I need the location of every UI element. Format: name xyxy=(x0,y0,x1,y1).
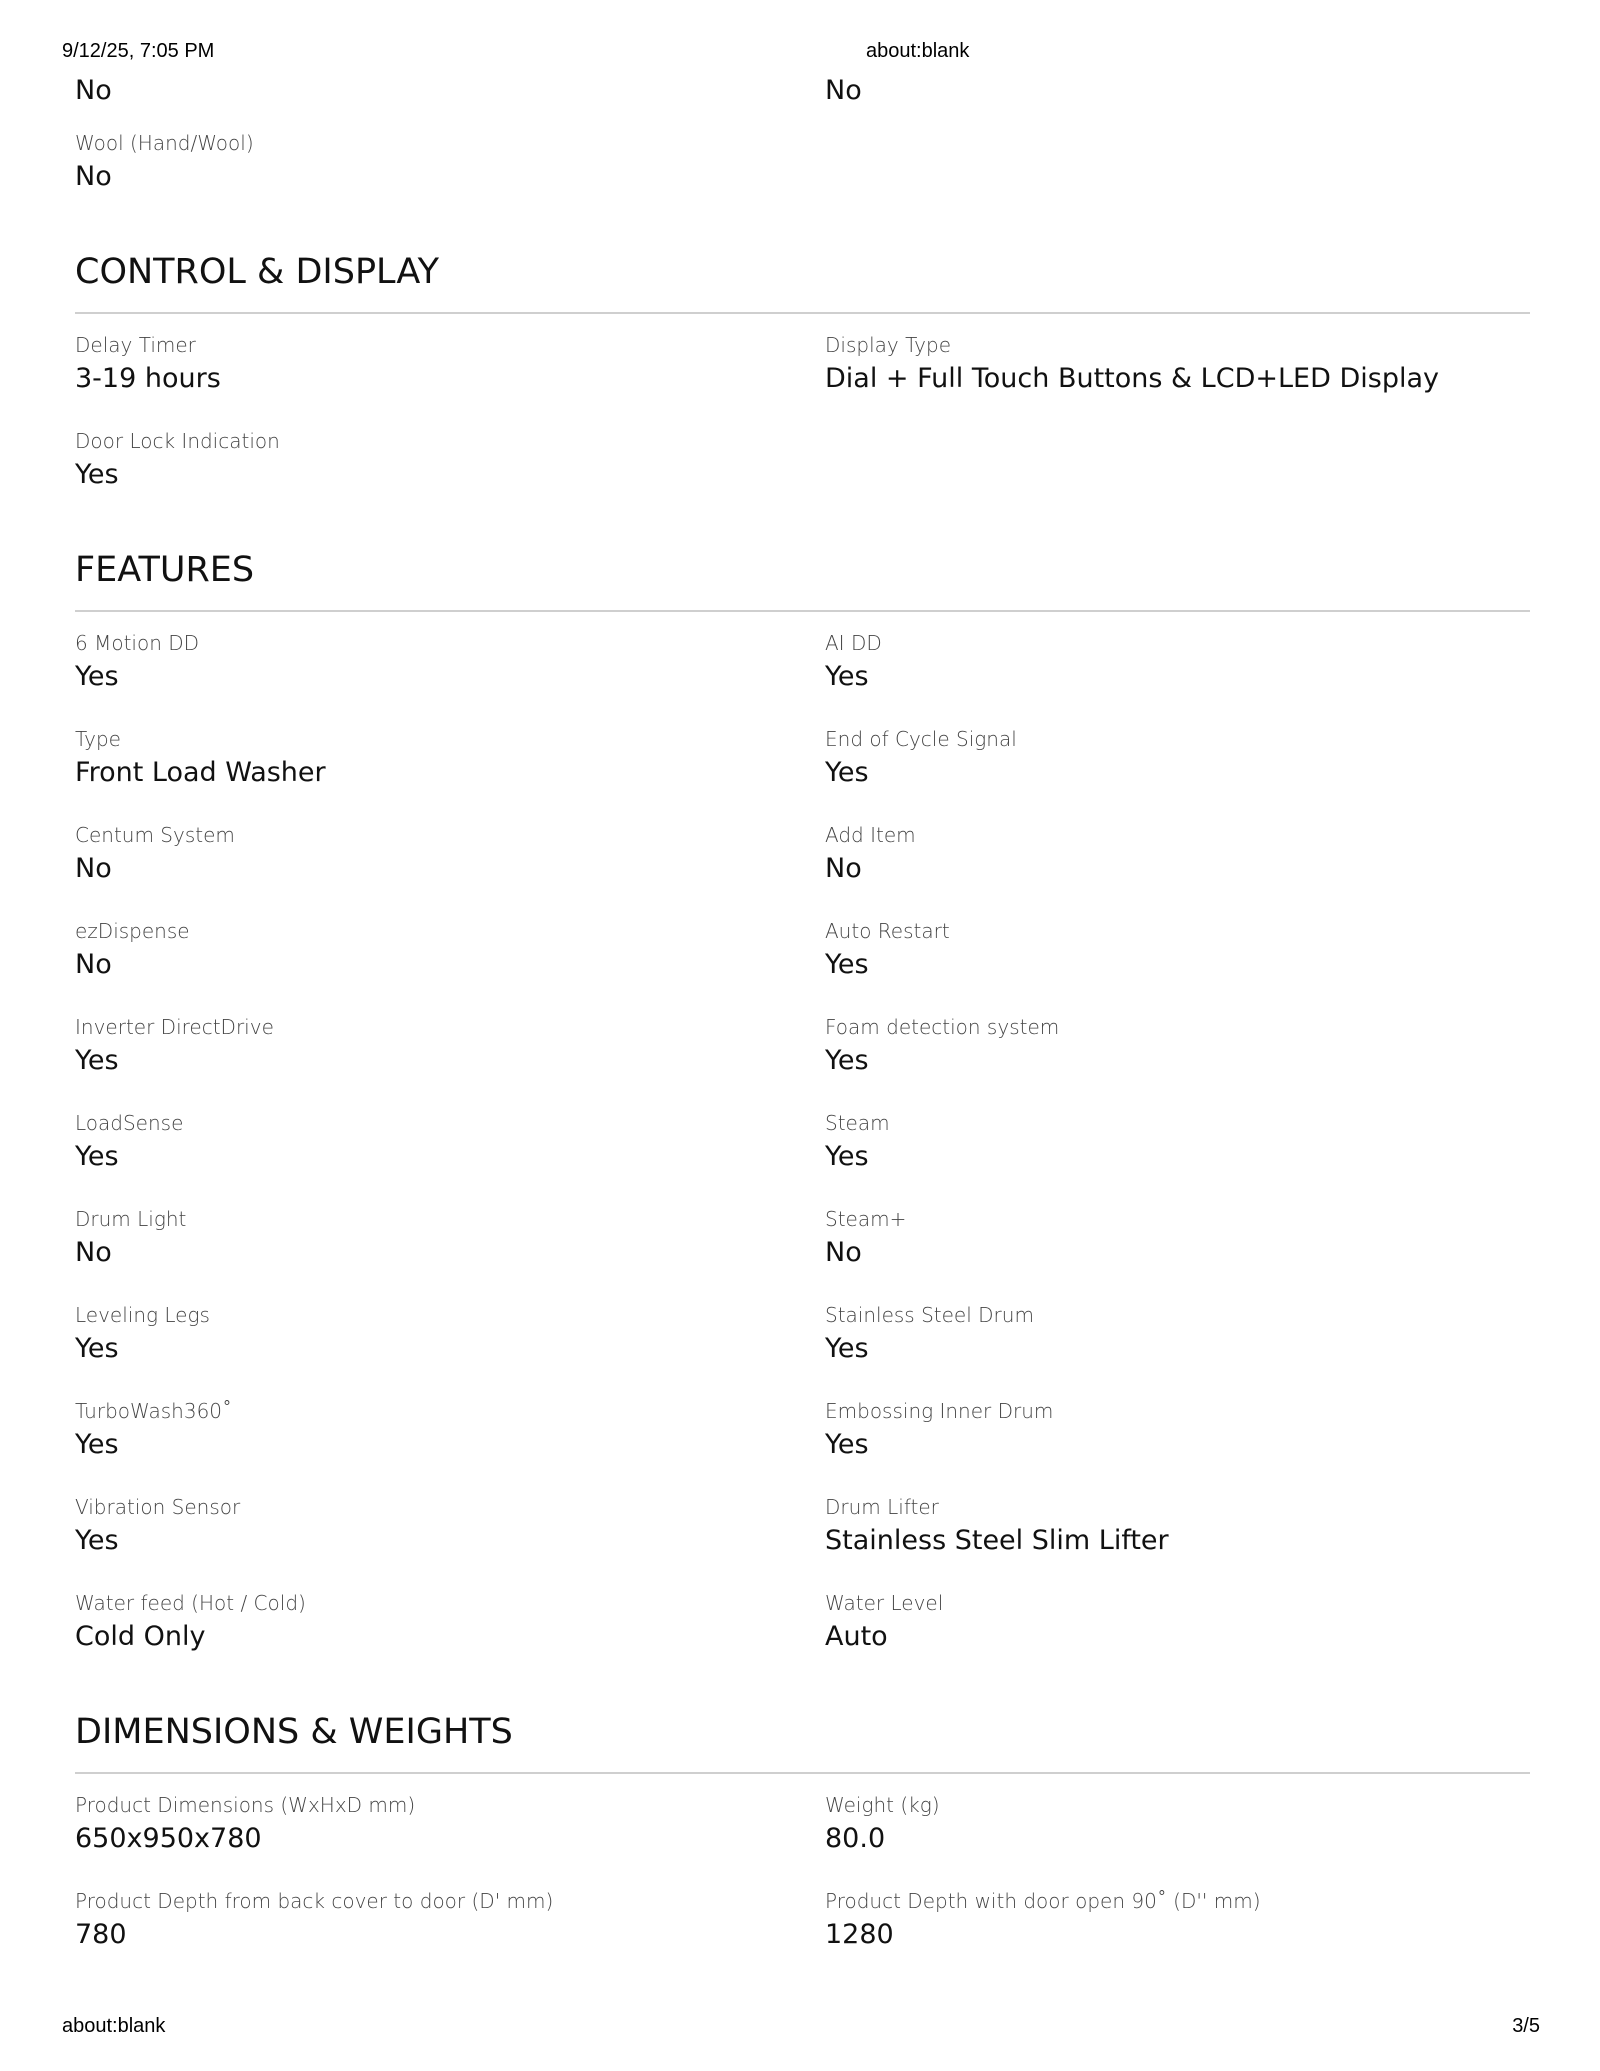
spec-value: No xyxy=(825,853,862,884)
spec-item xyxy=(75,1012,825,1108)
spec-item xyxy=(825,724,1530,820)
spec-grid xyxy=(75,330,1530,522)
section-title: FEATURES xyxy=(75,540,1530,612)
spec-item xyxy=(825,72,1530,128)
spec-item xyxy=(75,72,825,128)
spec-label: Embossing Inner Drum xyxy=(825,1399,1054,1423)
print-date: 9/12/25, 7:05 PM xyxy=(62,40,215,62)
section-control-display xyxy=(75,242,1530,522)
spec-item xyxy=(75,916,825,1012)
spec-label: Centum System xyxy=(75,823,235,847)
spec-item xyxy=(75,426,825,522)
spec-item xyxy=(75,628,825,724)
spec-label: ezDispense xyxy=(75,919,190,943)
spec-value: Yes xyxy=(825,1045,869,1076)
spec-label: Product Depth with door open 90˚ (D'' mm) xyxy=(825,1889,1261,1913)
spec-item xyxy=(825,1012,1530,1108)
spec-value: Yes xyxy=(825,1333,869,1364)
spec-content xyxy=(75,72,1530,1982)
spec-item xyxy=(825,1108,1530,1204)
spec-value: Yes xyxy=(825,949,869,980)
spec-label: Water feed (Hot / Cold) xyxy=(75,1591,306,1615)
spec-value: Yes xyxy=(75,1429,119,1460)
spec-value: Yes xyxy=(75,661,119,692)
spec-value: Stainless Steel Slim Lifter xyxy=(825,1525,1169,1556)
spec-label: Product Depth from back cover to door (D' mm) xyxy=(75,1889,554,1913)
spec-label: Display Type xyxy=(825,333,952,357)
spec-label: Foam detection system xyxy=(825,1015,1060,1039)
spec-value: Yes xyxy=(75,1525,119,1556)
spec-value: Front Load Washer xyxy=(75,757,326,788)
spec-label: AI DD xyxy=(825,631,882,655)
spec-label: Leveling Legs xyxy=(75,1303,210,1327)
spec-value: 80.0 xyxy=(825,1823,886,1854)
spec-item xyxy=(75,128,825,224)
spec-label: Drum Lifter xyxy=(825,1495,939,1519)
spec-item xyxy=(75,1300,825,1396)
spec-label: Vibration Sensor xyxy=(75,1495,241,1519)
spec-label: Add Item xyxy=(825,823,916,847)
spec-value: Cold Only xyxy=(75,1621,206,1652)
spec-value: 3-19 hours xyxy=(75,363,221,394)
spec-value: Dial + Full Touch Buttons & LCD+LED Display xyxy=(825,363,1439,394)
spec-value: No xyxy=(75,161,112,192)
spec-item xyxy=(75,1108,825,1204)
print-title: about:blank xyxy=(866,40,970,62)
spec-item xyxy=(825,1396,1530,1492)
spec-grid xyxy=(75,1790,1530,1982)
spec-value: Yes xyxy=(825,661,869,692)
section-dimensions-weights xyxy=(75,1702,1530,1982)
print-url: about:blank xyxy=(62,2015,166,2037)
spec-value: Yes xyxy=(75,1333,119,1364)
spec-label: Inverter DirectDrive xyxy=(75,1015,274,1039)
spec-label: 6 Motion DD xyxy=(75,631,200,655)
spec-label: Type xyxy=(75,727,121,751)
section-features xyxy=(75,540,1530,1684)
spec-item xyxy=(75,330,825,426)
spec-label: Auto Restart xyxy=(825,919,950,943)
spec-label: Weight (kg) xyxy=(825,1793,940,1817)
spec-item xyxy=(75,1886,825,1982)
spec-item xyxy=(825,1300,1530,1396)
spec-label: Product Dimensions (WxHxD mm) xyxy=(75,1793,416,1817)
spec-item xyxy=(75,1492,825,1588)
top-continued-grid xyxy=(75,72,1530,224)
spec-label: Water Level xyxy=(825,1591,944,1615)
spec-value: No xyxy=(75,949,112,980)
spec-item xyxy=(75,820,825,916)
spec-item xyxy=(75,1396,825,1492)
spec-label: Delay Timer xyxy=(75,333,196,357)
spec-value: No xyxy=(75,75,112,106)
print-header xyxy=(0,40,1600,66)
spec-item xyxy=(825,1886,1530,1982)
spec-value: No xyxy=(825,1237,862,1268)
spec-item xyxy=(825,1790,1530,1886)
spec-item xyxy=(825,1204,1530,1300)
spec-value: Yes xyxy=(75,459,119,490)
spec-value: Yes xyxy=(75,1141,119,1172)
spec-value: Auto xyxy=(825,1621,888,1652)
spec-value: Yes xyxy=(75,1045,119,1076)
spec-value: 780 xyxy=(75,1919,127,1950)
section-title: CONTROL & DISPLAY xyxy=(75,242,1530,314)
spec-item xyxy=(825,1588,1530,1684)
spec-value: 1280 xyxy=(825,1919,894,1950)
spec-label: Stainless Steel Drum xyxy=(825,1303,1034,1327)
spec-label: Door Lock Indication xyxy=(75,429,280,453)
spec-value: Yes xyxy=(825,1141,869,1172)
spec-item xyxy=(825,820,1530,916)
spec-grid xyxy=(75,628,1530,1684)
spec-item xyxy=(825,628,1530,724)
spec-value: Yes xyxy=(825,1429,869,1460)
spec-item xyxy=(75,1790,825,1886)
section-title: DIMENSIONS & WEIGHTS xyxy=(75,1702,1530,1774)
spec-item xyxy=(825,330,1530,426)
spec-value: Yes xyxy=(825,757,869,788)
spec-label: Drum Light xyxy=(75,1207,187,1231)
spec-item xyxy=(825,1492,1530,1588)
spec-value: 650x950x780 xyxy=(75,1823,262,1854)
spec-value: No xyxy=(825,75,862,106)
spec-label: LoadSense xyxy=(75,1111,184,1135)
spec-item xyxy=(75,724,825,820)
spec-label: Steam+ xyxy=(825,1207,907,1231)
spec-item xyxy=(75,1588,825,1684)
print-footer xyxy=(0,2015,1600,2041)
spec-label: TurboWash360˚ xyxy=(75,1399,233,1423)
spec-value: No xyxy=(75,1237,112,1268)
spec-label: Wool (Hand/Wool) xyxy=(75,131,254,155)
spec-value: No xyxy=(75,853,112,884)
spec-item xyxy=(825,916,1530,1012)
spec-label: Steam xyxy=(825,1111,890,1135)
page-number: 3/5 xyxy=(1512,2015,1540,2037)
spec-item xyxy=(75,1204,825,1300)
spec-label: End of Cycle Signal xyxy=(825,727,1017,751)
